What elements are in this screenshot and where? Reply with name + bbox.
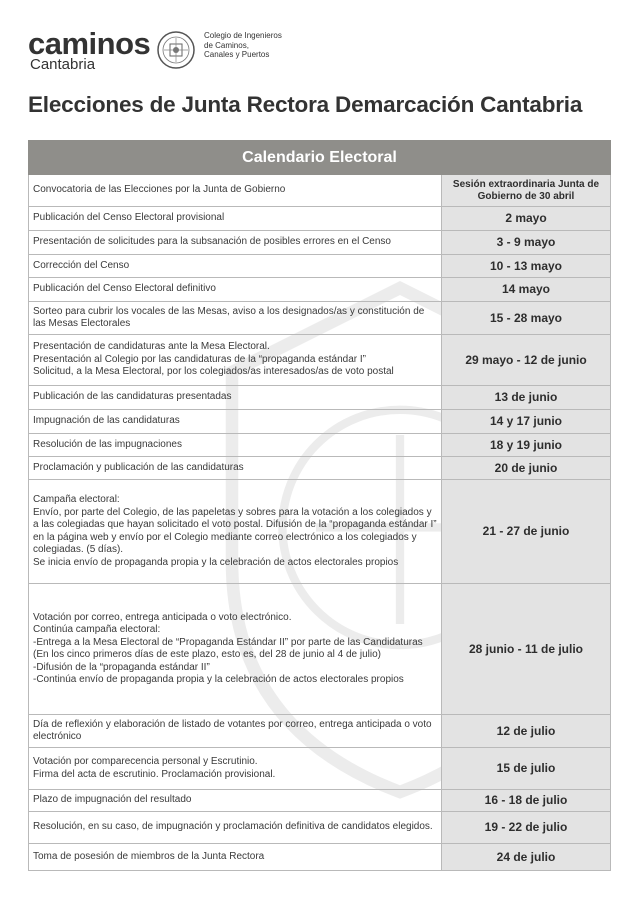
event-description [29, 302, 442, 335]
event-description [29, 207, 442, 231]
event-description [29, 457, 442, 480]
college-seal-icon [156, 30, 196, 70]
table-row [29, 175, 611, 207]
event-description-line: Publicación del Censo Electoral provisional [33, 212, 225, 224]
table-row [29, 335, 611, 386]
event-date: 19 - 22 de julio [442, 812, 611, 844]
event-description [29, 812, 442, 844]
table-row [29, 844, 611, 871]
college-line-3: Canales y Puertos [204, 50, 270, 59]
event-date: 21 - 27 de junio [442, 480, 611, 584]
event-description-line: Resolución de las impugnaciones [33, 438, 182, 450]
event-description-line: -Difusión de la “propaganda estándar II” [33, 661, 210, 673]
event-description [29, 278, 442, 302]
event-description-line: Resolución, en su caso, de impugnación y proclamación definitiva de candidatos elegidos. [33, 821, 433, 833]
event-description [29, 748, 442, 790]
college-line-1: Colegio de Ingenieros [204, 31, 282, 40]
event-description [29, 231, 442, 255]
logo-wordmark: caminos [28, 26, 151, 61]
table-heading: Calendario Electoral [29, 141, 611, 175]
event-description-line: Votación por comparecencia personal y Escrutinio. [33, 756, 258, 767]
event-date: 15 - 28 mayo [442, 302, 611, 335]
event-description-line: Plazo de impugnación del resultado [33, 794, 192, 806]
table-row [29, 434, 611, 457]
event-description-line: Presentación de candidaturas ante la Mesa Electoral. [33, 341, 270, 353]
event-description-line: Se inicia envío de propaganda propia y la celebración de actos electorales propios [33, 556, 399, 568]
event-description-line: Impugnación de las candidaturas [33, 415, 180, 427]
event-date: 29 mayo - 12 de junio [442, 335, 611, 386]
event-description-line: Día de reflexión y elaboración de listado de votantes por correo, entrega anticipada o voto electrónico [33, 718, 432, 742]
event-description-line: Convocatoria de las Elecciones por la Junta de Gobierno [33, 184, 286, 196]
event-description [29, 434, 442, 457]
event-description-line: Publicación de las candidaturas presentadas [33, 391, 232, 403]
page-title: Elecciones de Junta Rectora Demarcación Cantabria [28, 92, 583, 117]
table-header-row [29, 141, 611, 175]
event-date: Sesión extraordinaria Junta de Gobierno de 30 abril [442, 175, 611, 207]
table-row [29, 584, 611, 715]
table-row [29, 278, 611, 302]
event-description-line: Toma de posesión de miembros de la Junta Rectora [33, 850, 265, 862]
event-date: 18 y 19 junio [442, 434, 611, 457]
event-description-line: Sorteo para cubrir los vocales de las Mesas, aviso a los designados/as y constitución de las Mesas Electorales [33, 305, 425, 329]
event-date: 14 y 17 junio [442, 410, 611, 434]
event-description [29, 175, 442, 207]
table-row [29, 812, 611, 844]
table-row [29, 207, 611, 231]
event-description-line: Presentación de solicitudes para la subsanación de posibles errores en el Censo [33, 236, 391, 248]
event-description [29, 480, 442, 584]
event-date: 2 mayo [442, 207, 611, 231]
event-date: 24 de julio [442, 844, 611, 871]
table-row [29, 748, 611, 790]
event-description-line: Presentación al Colegio por las candidaturas de la “propaganda estándar I” [33, 353, 366, 365]
event-description-line: Firma del acta de escrutinio. Proclamación provisional. [33, 768, 276, 780]
event-description [29, 790, 442, 812]
table-row [29, 480, 611, 584]
event-date: 14 mayo [442, 278, 611, 302]
event-description [29, 335, 442, 386]
event-description [29, 715, 442, 748]
table-row [29, 386, 611, 410]
event-description [29, 255, 442, 278]
event-date: 13 de junio [442, 386, 611, 410]
event-description-line: Campaña electoral: [33, 494, 120, 505]
event-description-line: Proclamación y publicación de las candidaturas [33, 461, 244, 473]
table-row [29, 302, 611, 335]
event-date: 12 de julio [442, 715, 611, 748]
event-description-line: -Continúa envío de propaganda propia y la celebración de actos electorales propios [33, 674, 404, 685]
college-name [204, 31, 282, 60]
event-description-line: Corrección del Censo [33, 259, 130, 271]
electoral-calendar-table [28, 140, 611, 871]
event-description [29, 410, 442, 434]
event-date: 16 - 18 de julio [442, 790, 611, 812]
table-body [29, 175, 611, 871]
table-row [29, 790, 611, 812]
event-date: 3 - 9 mayo [442, 231, 611, 255]
event-description [29, 844, 442, 871]
event-date: 10 - 13 mayo [442, 255, 611, 278]
event-description-line: Votación por correo, entrega anticipada o voto electrónico. [33, 611, 292, 623]
table-row [29, 457, 611, 480]
event-date: 20 de junio [442, 457, 611, 480]
table-row [29, 410, 611, 434]
event-description-line: Continúa campaña electoral: [33, 624, 161, 635]
table-row [29, 255, 611, 278]
logo-region: Cantabria [30, 56, 96, 73]
table-row [29, 715, 611, 748]
event-description-line: Solicitud, a la Mesa Electoral, por los colegiados/as interesados/as de voto postal [33, 366, 394, 378]
event-date: 28 junio - 11 de julio [442, 584, 611, 715]
college-line-2: de Caminos, [204, 40, 249, 50]
table-row [29, 231, 611, 255]
event-description [29, 584, 442, 715]
event-description-line: Envío, por parte del Colegio, de las papeletas y sobres para la votación a los colegiados y a las colegiadas que hayan solicitado el voto postal. Difusión de la “propaganda estándar I” en la página web y envío por el Colegio mediante correo electrónico a los colegiados y colegiadas. (5 días). [33, 506, 437, 555]
event-date: 15 de julio [442, 748, 611, 790]
event-description [29, 386, 442, 410]
event-description-line: Publicación del Censo Electoral definitivo [33, 283, 216, 295]
event-description-line: -Entrega a la Mesa Electoral de “Propaganda Estándar II” por parte de las Candidaturas (En los cinco primeros días de este plazo, esto es, del 28 de junio al 4 de julio) [33, 636, 423, 660]
